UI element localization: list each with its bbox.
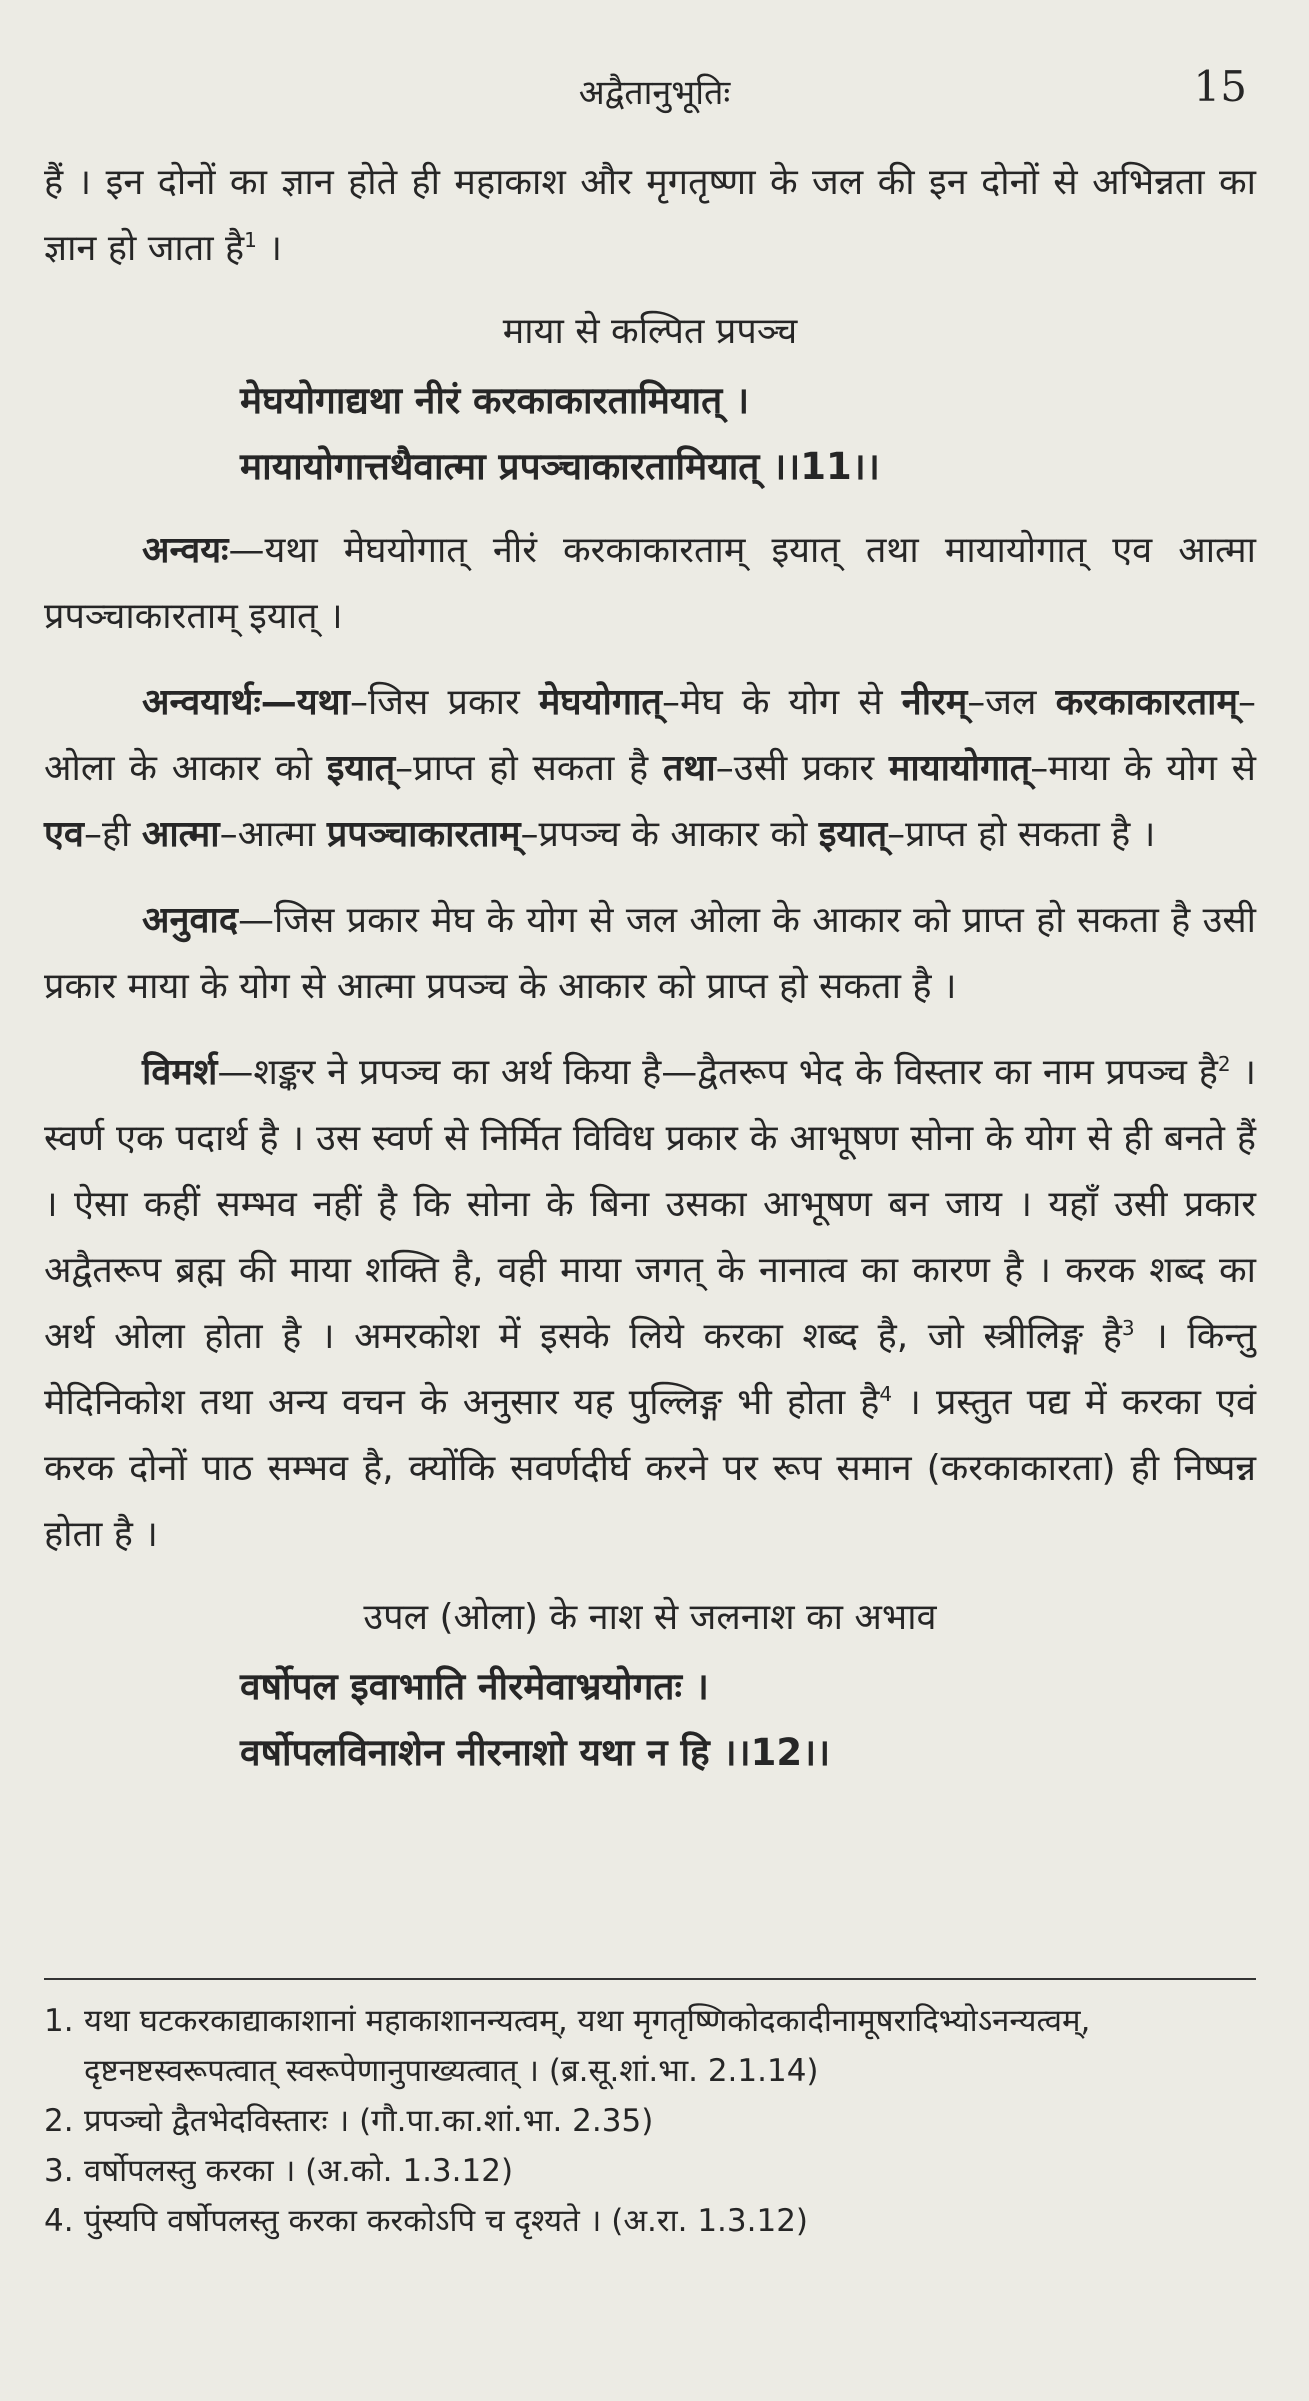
anuvad-paragraph: अनुवाद—जिस प्रकार मेघ के योग से जल ओला के आकार को प्राप्त हो सकता है उसी प्रकार माया के योग से आत्मा प्रपञ्च के आकार को प्राप्त हो सकता है । — [44, 900, 1256, 1007]
verse-11-line-2: मायायोगात्तथैवात्मा प्रपञ्चाकारतामियात् ।।11।। — [240, 445, 880, 488]
vimarsha-label: विमर्श — [142, 1052, 218, 1093]
footnote-ref-1: 1 — [244, 228, 257, 252]
anvaya-label: अन्वयः — [142, 530, 229, 571]
verse-12 — [44, 1654, 1256, 1786]
footnote-2: 2. प्रपञ्चो द्वैतभेदविस्तारः । (गौ.पा.का.शां.भा. 2.35) — [44, 2103, 654, 2139]
section-heading-maya: माया से कल्पित प्रपञ्च — [502, 311, 798, 352]
page-number: 15 — [1193, 62, 1247, 111]
vimarsha-paragraph: विमर्श—शङ्कर ने प्रपञ्च का अर्थ किया है—द्वैतरूप भेद के विस्तार का नाम प्रपञ्च है$^2$ । स्वर्ण एक पदार्थ है । उस स्वर्ण से निर्मित विविध प्रकार के आभूषण सोना के योग से ही बनते हैं । ऐसा कहीं सम्भव नहीं है कि सोना के बिना उसका आभूषण बन जाय । यहाँ उसी प्रकार अद्वैतरूप ब्रह्म की माया शक्ति है, वही माया जगत् के नानात्व का कारण है । करक शब्द का अर्थ ओला होता है । अमरकोश में इसके लिये करका शब्द है, जो स्त्रीलिङ्ग है$^3$ । किन्तु मेदिनिकोश तथा अन्य वचन के अनुसार यह पुल्लिङ्ग भी होता है$^4$ । प्रस्तुत पद्य में करका एवं करक दोनों पाठ सम्भव है, क्योंकि सवर्णदीर्घ करने पर रूप समान (करकाकारता) ही निष्पन्न होता है । — [44, 1052, 1256, 1555]
verse-11-line-1: मेघयोगाद्यथा नीरं करकाकारतामियात् । — [240, 379, 750, 422]
anuvad-label: अनुवाद — [142, 900, 238, 941]
section-heading-upal: उपल (ओला) के नाश से जलनाश का अभाव — [363, 1597, 937, 1638]
footnote-1: 1. यथा घटकरकाद्याकाशानां महाकाशानन्यत्वम्, यथा मृगतृष्णिकोदकादीनामूषरादिभ्योऽनन्यत्वम्, दृष्टनष्टस्वरूपत्वात् स्वरूपेणानुपाख्यत्वात् । (ब्र.सू.शां.भा. 2.1.14) — [44, 2003, 1091, 2089]
continuation-paragraph: हैं । इन दोनों का ज्ञान होते ही महाकाश और मृगतृष्णा के जल की इन दोनों से अभिन्नता का ज्ञान हो जाता है$^1$ । — [44, 162, 1256, 269]
running-title: अद्वैतानुभूतिः — [578, 73, 731, 113]
anvayartha-label: अन्वयार्थः — [142, 682, 261, 723]
verse-12-line-1: वर्षोपल इवाभाति नीरमेवाभ्रयोगतः । — [240, 1665, 709, 1708]
footnote-divider — [44, 1978, 1256, 1980]
footnote-ref-4: 4 — [879, 1382, 893, 1406]
anvaya-paragraph: अन्वयः—यथा मेघयोगात् नीरं करकाकारताम् इयात् तथा मायायोगात् एव आत्मा प्रपञ्चाकारताम् इयात् । — [44, 530, 1256, 637]
verse-12-line-2: वर्षोपलविनाशेन नीरनाशो यथा न हि ।।12।। — [240, 1731, 831, 1774]
footnote-3: 3. वर्षोपलस्तु करका । (अ.को. 1.3.12) — [44, 2153, 514, 2189]
footnote-ref-2: 2 — [1217, 1052, 1231, 1076]
running-header — [0, 62, 1309, 122]
footnote-ref-3: 3 — [1121, 1316, 1135, 1340]
footnote-4: 4. पुंस्यपि वर्षोपलस्तु करका करकोऽपि च दृश्यते । (अ.रा. 1.3.12) — [44, 2203, 809, 2239]
verse-11 — [44, 368, 1256, 500]
main-text — [44, 150, 1256, 1804]
footnotes — [44, 1996, 1256, 2246]
anvayartha-paragraph: अन्वयार्थः—यथा–जिस प्रकार मेघयोगात्–मेघ के योग से नीरम्–जल करकाकारताम्–ओला के आकार को इयात्–प्राप्त हो सकता है तथा–उसी प्रकार मायायोगात्–माया के योग से एव–ही आत्मा–आत्मा प्रपञ्चाकारताम्–प्रपञ्च के आकार को इयात्–प्राप्त हो सकता है । — [44, 682, 1256, 855]
